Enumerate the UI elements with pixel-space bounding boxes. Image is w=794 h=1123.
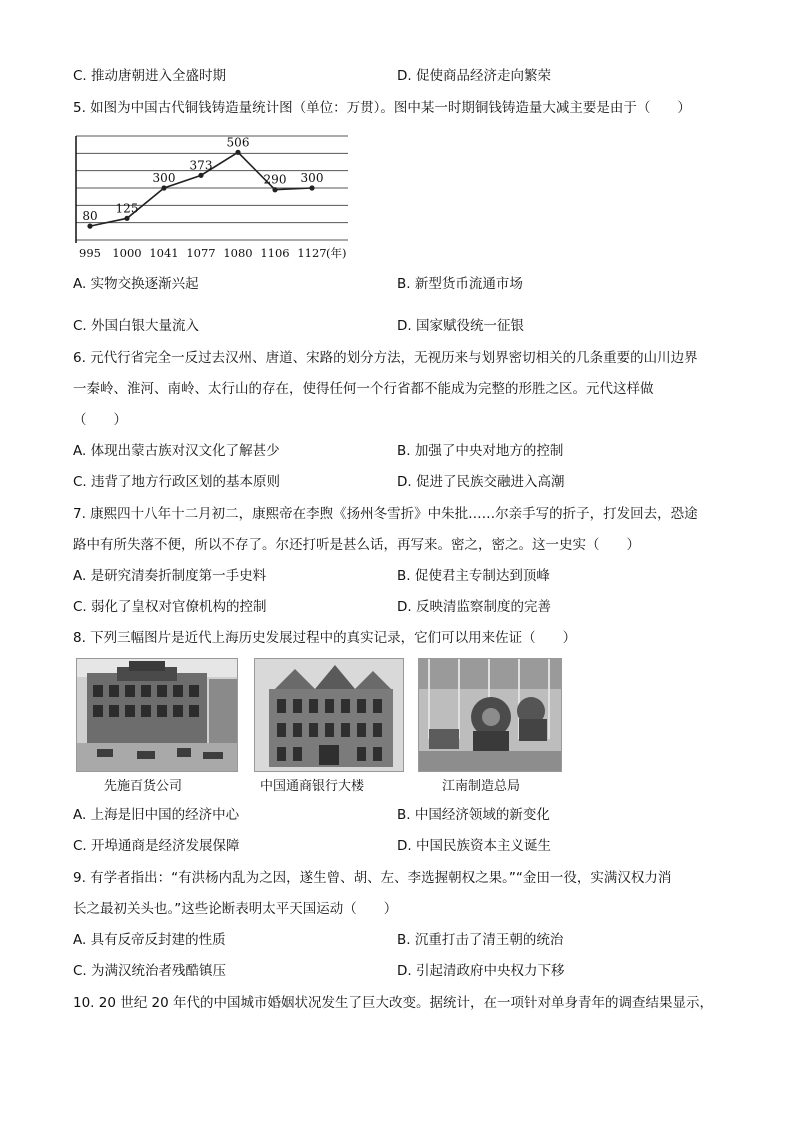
q9-option-c: C. 为满汉统治者残酷镇压 [73,963,227,979]
q6-stem-line3: （ ） [73,412,127,428]
photo-caption-3: 江南制造总局 [442,779,521,794]
q9-option-a: A. 具有反帝反封建的性质 [73,932,226,948]
chart-x-tick-label: 1080 [223,246,253,260]
chart-x-tick-label: 1041 [149,246,179,260]
q4-option-d: D. 促使商品经济走向繁荣 [397,68,551,84]
chart-data-label: 290 [263,172,287,187]
chart-data-label: 506 [226,135,250,150]
q6-option-b: B. 加强了中央对地方的控制 [397,443,564,459]
photo-caption-2: 中国通商银行大楼 [260,779,365,794]
q7-option-b: B. 促使君主专制达到顶峰 [397,568,550,584]
q8-option-b: B. 中国经济领域的新变化 [397,807,550,823]
chart-point [87,224,92,229]
q7-option-d: D. 反映清监察制度的完善 [397,599,551,615]
q9-option-d: D. 引起清政府中央权力下移 [397,963,565,979]
chart-data-label: 125 [115,201,139,216]
chart-x-unit-label: (年) [326,246,347,260]
chart-data-label: 80 [82,209,98,224]
q9-stem-line2: 长之最初关头也。”这些论断表明太平天国运动（ ） [73,901,398,917]
chart-data-label: 300 [152,171,176,185]
chart-point [198,173,203,178]
chart-x-tick-label: 1000 [112,246,142,260]
jiangnan-arsenal-photo [418,658,562,772]
q4-option-c: C. 推动唐朝进入全盛时期 [73,68,227,84]
chart-x-tick-label: 995 [79,246,101,260]
chart-x-tick-label: 1077 [186,246,216,260]
chart-point [235,150,240,155]
q7-option-c: C. 弱化了皇权对官僚机构的控制 [73,599,267,615]
chart-data-label: 373 [189,158,213,173]
q6-option-a: A. 体现出蒙古族对汉文化了解甚少 [73,443,280,459]
sincere-department-store-photo [76,658,238,772]
q6-option-d: D. 促进了民族交融进入高潮 [397,474,565,490]
q9-stem-line1: 9. 有学者指出：“有洪杨内乱为之因，遂生曾、胡、左、李选握朝权之果。”“金田一役，实满汉权力消 [73,870,672,886]
bank-building-photo [254,658,404,772]
q9-option-b: B. 沉重打击了清王朝的统治 [397,932,564,948]
q5-option-b: B. 新型货币流通市场 [397,276,523,292]
q5-option-d: D. 国家赋役统一征银 [397,318,524,334]
chart-data-label: 300 [300,171,324,185]
q7-stem-line2: 路中有所失落不便，所以不存了。尔还打听是甚么话，再写来。密之，密之。这一史实（ ） [73,537,640,553]
q8-option-c: C. 开埠通商是经济发展保障 [73,838,240,854]
q8-stem: 8. 下列三幅图片是近代上海历史发展过程中的真实记录，它们可以用来佐证（ ） [73,630,577,646]
chart-point [161,185,166,190]
chart-x-tick-label: 1127 [297,246,327,260]
q6-stem-line1: 6. 元代行省完全一反过去汉州、唐道、宋路的划分方法，无视历来与划界密切相关的几条重要的山川边界 [73,350,698,366]
chart-point [272,187,277,192]
q8-option-a: A. 上海是旧中国的经济中心 [73,807,240,823]
photo-caption-1: 先施百货公司 [104,779,183,794]
q6-option-c: C. 违背了地方行政区划的基本原则 [73,474,281,490]
q6-stem-line2: 一秦岭、淮河、南岭、太行山的存在，使得任何一个行省都不能成为完整的形胜之区。元代这样做 [73,381,654,397]
chart-point [309,185,314,190]
q7-option-a: A. 是研究清奏折制度第一手史料 [73,568,267,584]
chart-x-tick-label: 1106 [260,246,290,260]
q5-stem: 5. 如图为中国古代铜钱铸造量统计图（单位：万贯）。图中某一时期铜钱铸造量大减主要是由于（ ） [73,100,691,116]
q5-option-c: C. 外国白银大量流入 [73,318,200,334]
q8-option-d: D. 中国民族资本主义诞生 [397,838,551,854]
q7-stem-line1: 7. 康熙四十八年十二月初二，康熙帝在李煦《扬州冬雪折》中朱批……尔亲手写的折子，打发回去，恐途 [73,506,698,522]
q5-option-a: A. 实物交换逐渐兴起 [73,276,199,292]
copper-coin-line-chart [70,130,370,265]
q10-stem-line1: 10. 20 世纪 20 年代的中国城市婚姻状况发生了巨大改变。据统计，在一项针对单身青年的调查结果显示， [73,995,713,1011]
q8-photo-row [76,658,566,798]
chart-point [124,216,129,221]
